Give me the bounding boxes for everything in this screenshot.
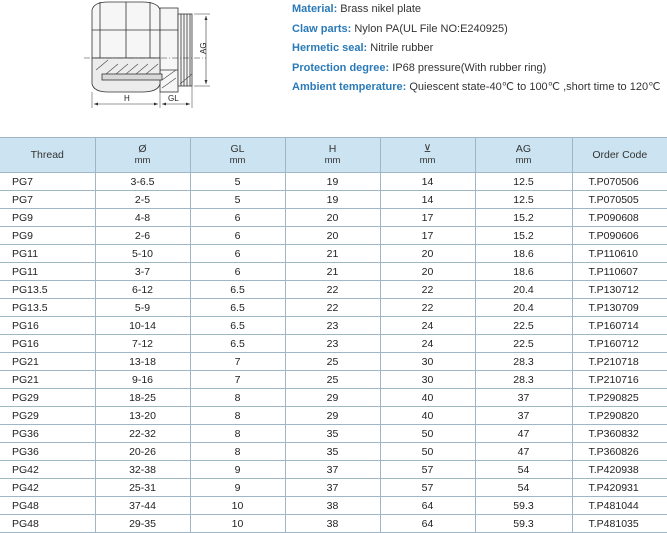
cell-diameter: 13-20 bbox=[95, 407, 190, 425]
cell-ag: 47 bbox=[475, 425, 572, 443]
column-title: H bbox=[328, 143, 337, 155]
cell-gl: 6 bbox=[190, 227, 285, 245]
table-row bbox=[0, 479, 667, 497]
cell-wrench-size: 40 bbox=[380, 407, 475, 425]
cell-h: 20 bbox=[285, 209, 380, 227]
dimension-ag-label: AG bbox=[199, 42, 208, 54]
dimension-h-label: H bbox=[124, 94, 130, 103]
table-row bbox=[0, 515, 667, 533]
cell-order-code: T.P210716 bbox=[572, 371, 667, 389]
column-title: Ø bbox=[138, 143, 147, 155]
column-title: Thread bbox=[30, 148, 64, 161]
column-title: Order Code bbox=[592, 148, 648, 161]
cell-wrench-size: 24 bbox=[380, 335, 475, 353]
cell-h: 35 bbox=[285, 443, 380, 461]
column-header-h bbox=[285, 138, 380, 173]
specifications bbox=[292, 0, 667, 98]
cell-thread: PG9 bbox=[0, 227, 95, 245]
spec-value: Nylon PA(UL File NO:E240925) bbox=[351, 22, 508, 35]
cell-h: 37 bbox=[285, 479, 380, 497]
cell-gl: 8 bbox=[190, 443, 285, 461]
cell-order-code: T.P360832 bbox=[572, 425, 667, 443]
cell-thread: PG21 bbox=[0, 371, 95, 389]
cell-wrench-size: 50 bbox=[380, 425, 475, 443]
column-unit: mm bbox=[419, 155, 436, 166]
cell-gl: 10 bbox=[190, 497, 285, 515]
cell-order-code: T.P070505 bbox=[572, 191, 667, 209]
column-title: ⊻ bbox=[423, 143, 432, 155]
column-unit: mm bbox=[515, 155, 532, 166]
cell-diameter: 20-26 bbox=[95, 443, 190, 461]
column-header-wrench-size bbox=[380, 138, 475, 173]
cell-wrench-size: 20 bbox=[380, 263, 475, 281]
cell-ag: 18.6 bbox=[475, 245, 572, 263]
cell-diameter: 18-25 bbox=[95, 389, 190, 407]
cell-gl: 8 bbox=[190, 407, 285, 425]
spec-value: Nitrile rubber bbox=[367, 42, 434, 54]
cell-gl: 6.5 bbox=[190, 281, 285, 299]
table-row bbox=[0, 299, 667, 317]
cell-thread: PG7 bbox=[0, 173, 95, 191]
cell-diameter: 29-35 bbox=[95, 515, 190, 533]
cell-ag: 37 bbox=[475, 407, 572, 425]
spec-material bbox=[292, 0, 667, 20]
cell-ag: 20.4 bbox=[475, 299, 572, 317]
cell-ag: 15.2 bbox=[475, 209, 572, 227]
cell-diameter: 37-44 bbox=[95, 497, 190, 515]
cell-gl: 9 bbox=[190, 479, 285, 497]
cell-order-code: T.P090606 bbox=[572, 227, 667, 245]
cell-diameter: 5-10 bbox=[95, 245, 190, 263]
table-row bbox=[0, 173, 667, 191]
cell-thread: PG48 bbox=[0, 497, 95, 515]
cell-h: 23 bbox=[285, 317, 380, 335]
column-unit: mm bbox=[134, 155, 151, 166]
cell-h: 29 bbox=[285, 389, 380, 407]
column-title: GL bbox=[230, 143, 245, 155]
cell-gl: 8 bbox=[190, 425, 285, 443]
cell-gl: 6.5 bbox=[190, 335, 285, 353]
cell-thread: PG42 bbox=[0, 479, 95, 497]
table-header-row bbox=[0, 138, 667, 173]
cell-order-code: T.P481044 bbox=[572, 497, 667, 515]
cell-wrench-size: 64 bbox=[380, 515, 475, 533]
cell-thread: PG11 bbox=[0, 245, 95, 263]
cell-diameter: 6-12 bbox=[95, 281, 190, 299]
cell-order-code: T.P130712 bbox=[572, 281, 667, 299]
cell-ag: 54 bbox=[475, 479, 572, 497]
table-row bbox=[0, 371, 667, 389]
spec-label: Claw parts: bbox=[292, 22, 352, 35]
cell-wrench-size: 17 bbox=[380, 227, 475, 245]
cell-wrench-size: 30 bbox=[380, 371, 475, 389]
cell-gl: 5 bbox=[190, 191, 285, 209]
cell-ag: 20.4 bbox=[475, 281, 572, 299]
cell-thread: PG48 bbox=[0, 515, 95, 533]
table-row bbox=[0, 425, 667, 443]
cell-diameter: 2-6 bbox=[95, 227, 190, 245]
cell-wrench-size: 64 bbox=[380, 497, 475, 515]
cell-order-code: T.P110607 bbox=[572, 263, 667, 281]
column-unit: mm bbox=[229, 155, 246, 166]
cell-ag: 59.3 bbox=[475, 497, 572, 515]
column-header-ag bbox=[475, 138, 572, 173]
cell-h: 19 bbox=[285, 173, 380, 191]
cell-order-code: T.P070506 bbox=[572, 173, 667, 191]
cell-gl: 8 bbox=[190, 389, 285, 407]
cell-wrench-size: 14 bbox=[380, 173, 475, 191]
cell-diameter: 32-38 bbox=[95, 461, 190, 479]
cable-gland-drawing bbox=[78, 0, 218, 112]
cell-diameter: 4-8 bbox=[95, 209, 190, 227]
cell-gl: 6 bbox=[190, 209, 285, 227]
cell-thread: PG13.5 bbox=[0, 281, 95, 299]
cell-order-code: T.P210718 bbox=[572, 353, 667, 371]
cell-gl: 6 bbox=[190, 245, 285, 263]
spec-ambient-temperature bbox=[292, 78, 667, 98]
cell-diameter: 10-14 bbox=[95, 317, 190, 335]
table-row bbox=[0, 353, 667, 371]
cell-h: 22 bbox=[285, 299, 380, 317]
cell-diameter: 2-5 bbox=[95, 191, 190, 209]
cell-h: 25 bbox=[285, 371, 380, 389]
column-header-diameter bbox=[95, 138, 190, 173]
cell-order-code: T.P481035 bbox=[572, 515, 667, 533]
spec-value: Brass nikel plate bbox=[337, 3, 422, 15]
cell-h: 35 bbox=[285, 425, 380, 443]
table-body bbox=[0, 173, 667, 533]
cell-h: 23 bbox=[285, 335, 380, 353]
cell-thread: PG42 bbox=[0, 461, 95, 479]
spec-label: Hermetic seal: bbox=[292, 42, 368, 54]
cell-order-code: T.P130709 bbox=[572, 299, 667, 317]
cell-thread: PG9 bbox=[0, 209, 95, 227]
cell-wrench-size: 22 bbox=[380, 299, 475, 317]
cell-diameter: 7-12 bbox=[95, 335, 190, 353]
cell-wrench-size: 57 bbox=[380, 461, 475, 479]
cell-h: 38 bbox=[285, 497, 380, 515]
cell-thread: PG29 bbox=[0, 407, 95, 425]
cell-ag: 47 bbox=[475, 443, 572, 461]
cell-diameter: 22-32 bbox=[95, 425, 190, 443]
table-row bbox=[0, 245, 667, 263]
cell-h: 29 bbox=[285, 407, 380, 425]
cell-gl: 6.5 bbox=[190, 299, 285, 317]
cell-gl: 7 bbox=[190, 353, 285, 371]
cell-order-code: T.P290825 bbox=[572, 389, 667, 407]
spec-hermetic-seal bbox=[292, 39, 667, 59]
spec-value: Quiescent state-40℃ to 100℃ ,short time to 120℃ bbox=[406, 81, 661, 93]
cell-diameter: 5-9 bbox=[95, 299, 190, 317]
cell-diameter: 25-31 bbox=[95, 479, 190, 497]
cell-h: 21 bbox=[285, 263, 380, 281]
cell-order-code: T.P420938 bbox=[572, 461, 667, 479]
table-row bbox=[0, 263, 667, 281]
cell-thread: PG36 bbox=[0, 443, 95, 461]
table-row bbox=[0, 191, 667, 209]
cell-order-code: T.P160712 bbox=[572, 335, 667, 353]
cell-ag: 12.5 bbox=[475, 173, 572, 191]
table-row bbox=[0, 443, 667, 461]
dimension-gl-label: GL bbox=[168, 94, 179, 103]
cell-wrench-size: 50 bbox=[380, 443, 475, 461]
cell-thread: PG21 bbox=[0, 353, 95, 371]
cell-order-code: T.P160714 bbox=[572, 317, 667, 335]
cell-gl: 6.5 bbox=[190, 317, 285, 335]
cell-wrench-size: 40 bbox=[380, 389, 475, 407]
cell-wrench-size: 30 bbox=[380, 353, 475, 371]
table-row bbox=[0, 209, 667, 227]
cell-h: 38 bbox=[285, 515, 380, 533]
spec-claw-parts bbox=[292, 20, 667, 40]
cell-gl: 6 bbox=[190, 263, 285, 281]
table-row bbox=[0, 407, 667, 425]
cell-wrench-size: 22 bbox=[380, 281, 475, 299]
cell-gl: 9 bbox=[190, 461, 285, 479]
cell-thread: PG11 bbox=[0, 263, 95, 281]
cell-diameter: 9-16 bbox=[95, 371, 190, 389]
spec-label: Ambient temperature: bbox=[292, 81, 407, 93]
cell-order-code: T.P420931 bbox=[572, 479, 667, 497]
dimensions-table bbox=[0, 137, 667, 533]
cell-wrench-size: 20 bbox=[380, 245, 475, 263]
column-header-order-code bbox=[572, 138, 667, 173]
table-row bbox=[0, 335, 667, 353]
cell-h: 19 bbox=[285, 191, 380, 209]
cell-ag: 22.5 bbox=[475, 317, 572, 335]
cell-h: 21 bbox=[285, 245, 380, 263]
cell-wrench-size: 17 bbox=[380, 209, 475, 227]
table-row bbox=[0, 317, 667, 335]
column-header-thread bbox=[0, 138, 95, 173]
cell-h: 25 bbox=[285, 353, 380, 371]
cell-thread: PG16 bbox=[0, 317, 95, 335]
cell-ag: 15.2 bbox=[475, 227, 572, 245]
cell-ag: 28.3 bbox=[475, 371, 572, 389]
cell-gl: 5 bbox=[190, 173, 285, 191]
cell-order-code: T.P090608 bbox=[572, 209, 667, 227]
spec-label: Protection degree: bbox=[292, 61, 390, 74]
cell-thread: PG29 bbox=[0, 389, 95, 407]
column-header-gl bbox=[190, 138, 285, 173]
cell-diameter: 3-6.5 bbox=[95, 173, 190, 191]
cell-thread: PG7 bbox=[0, 191, 95, 209]
cell-ag: 22.5 bbox=[475, 335, 572, 353]
table-row bbox=[0, 461, 667, 479]
spec-value: IP68 pressure(With rubber ring) bbox=[389, 61, 547, 74]
cell-thread: PG13.5 bbox=[0, 299, 95, 317]
cell-ag: 54 bbox=[475, 461, 572, 479]
cell-thread: PG16 bbox=[0, 335, 95, 353]
cell-order-code: T.P290820 bbox=[572, 407, 667, 425]
spec-label: Material: bbox=[292, 3, 338, 15]
cell-order-code: T.P360826 bbox=[572, 443, 667, 461]
cell-gl: 7 bbox=[190, 371, 285, 389]
cell-wrench-size: 14 bbox=[380, 191, 475, 209]
table-row bbox=[0, 389, 667, 407]
cell-order-code: T.P110610 bbox=[572, 245, 667, 263]
cell-ag: 12.5 bbox=[475, 191, 572, 209]
column-title: AG bbox=[515, 143, 532, 155]
cell-h: 37 bbox=[285, 461, 380, 479]
cell-ag: 18.6 bbox=[475, 263, 572, 281]
column-unit: mm bbox=[324, 155, 341, 166]
cell-ag: 59.3 bbox=[475, 515, 572, 533]
spec-protection-degree bbox=[292, 59, 667, 79]
table-row bbox=[0, 227, 667, 245]
cell-gl: 10 bbox=[190, 515, 285, 533]
cell-diameter: 3-7 bbox=[95, 263, 190, 281]
cell-thread: PG36 bbox=[0, 425, 95, 443]
cell-wrench-size: 24 bbox=[380, 317, 475, 335]
table-row bbox=[0, 281, 667, 299]
cell-h: 22 bbox=[285, 281, 380, 299]
cell-wrench-size: 57 bbox=[380, 479, 475, 497]
table-row bbox=[0, 497, 667, 515]
cell-ag: 28.3 bbox=[475, 353, 572, 371]
cell-h: 20 bbox=[285, 227, 380, 245]
cell-diameter: 13-18 bbox=[95, 353, 190, 371]
cell-ag: 37 bbox=[475, 389, 572, 407]
